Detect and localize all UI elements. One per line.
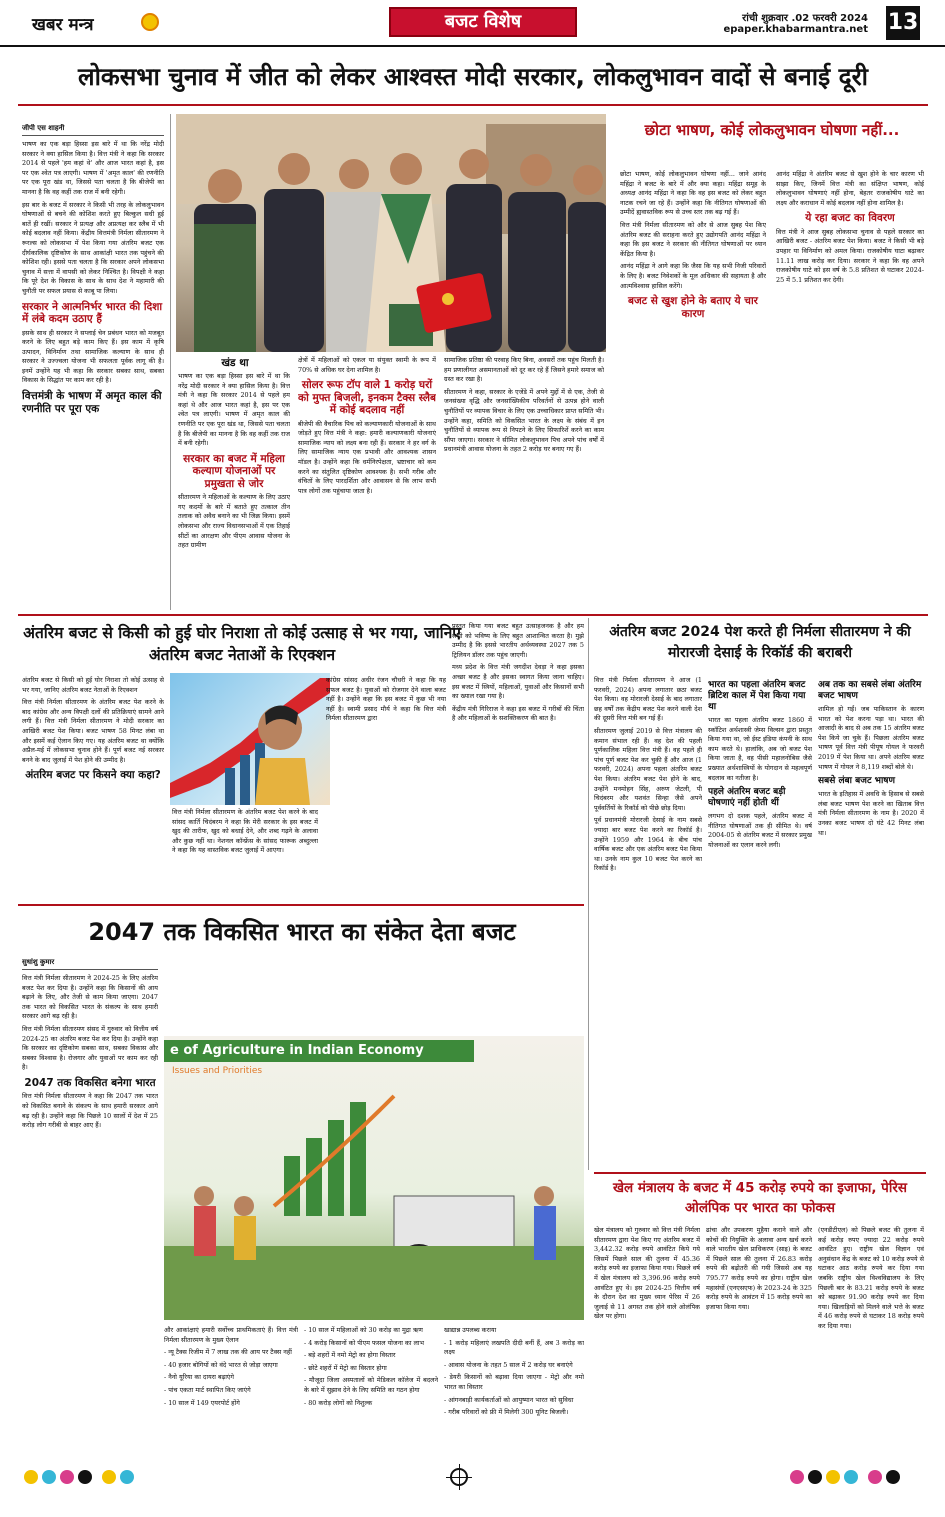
subheading: 2047 तक विकसित बनेगा भारत <box>24 1076 156 1089</box>
sidebar-col-2 <box>776 170 924 610</box>
reaction-col-1 <box>22 676 164 902</box>
list-item: - 80 करोड़ लोगों को निशुल्क <box>304 1398 373 1407</box>
agriculture-image <box>164 1036 584 1320</box>
list-item: - न्यू टैक्स रिजीम में 7 लाख तक की आय पर टैक्स नहीं <box>164 1348 292 1357</box>
sports-headline: खेल मंत्रालय के बजट में 45 करोड़ रुपये का इजाफा, पेरिस ओलंपिक पर भारत का फोकस <box>613 1180 907 1216</box>
record-col-3 <box>818 676 924 1170</box>
paragraph: शामिल हो गईं। जब पाकिस्तान के कारण भारत को पेश करना पड़ा था। भारत की आजादी के बाद से अब तक 15 अंतरिम बजट पेश किये जा चुके हैं। पिछला अंतरिम बजट भाषण पूर्व वित्त मंत्री पीयूष गोयल ने फरवरी 2019 में पेश किया था। अपने अंतरिम बजट भाषण में गोयल ने 8,119 शब्दों बोले थे। <box>818 705 924 771</box>
list-item: - आंगनबाड़ी कार्यकर्ताओं को आयुष्मान भारत को सुविधा <box>444 1395 574 1404</box>
paragraph: वित्त मंत्री निर्मला सीतारमण ने आज (1 फरवरी, 2024) अपना लगातार छठा बजट पेश किया। वह मोरारजी देसाई के बाद लगातार छह वर्षों तक केंद्रीय बजट पेश करने वाली देश की दूसरी वित्त मंत्री बन गई हैं। <box>594 676 702 723</box>
paragraph: मध्य प्रदेश के वित्त मंत्री जगदीश देवड़ा ने कहा इसका अच्छा बजट है और इसका स्वागत किया जाना चाहिए। इस बजट में स्त्रियों, महिलाओं, युवाओं और किसानों सभी का ख्याल रखा गया है। <box>452 663 584 701</box>
paragraph: और आकांक्षाएं हमारी सर्वोच्च प्राथमिकताएं हैं। वित्त मंत्री निर्मला सीतारमण के मुख्य ऐलान <box>164 1326 298 1344</box>
record-col-2 <box>708 676 812 1170</box>
paragraph: वित्त मंत्री निर्मला सीतारमण को और से आज सुबह पेश किए अंतरिम बजट की सराहना करते हुए उद्योगपति आनंद महिंद्रा ने कहा कि इस बजट ने सरकार की नीतिगत घोषणाओं पर ध्यान केंद्रित किया है। <box>620 220 766 258</box>
list-item: - डेयरी किसानों को बढ़ावा दिया जाएगा - मेट्रो और नमो भारत का विस्तार <box>444 1373 584 1391</box>
subheading: ये रहा बजट का विवरण <box>805 212 895 225</box>
paragraph: अंतरिम बजट से किसी को हुई घोर निराशा तो कोई उत्साह से भर गया, जानिए अंतरिम बजट नेताओं के रिएक्शन <box>22 676 164 694</box>
registration-dots-right <box>790 1470 920 1486</box>
paragraph: आनंद महिंद्रा ने आगे कहा कि जैसा कि यह सभी निजी परिवारों के लिए है। बजट निवेशकों के मूल अधिकार की सहायता है और आत्मविश्वास हासिल करेंगे। <box>620 262 766 290</box>
agriculture-image-subtitle: Issues and Priorities <box>172 1066 263 1076</box>
vision-col-4 <box>444 1326 584 1420</box>
paragraph: बीजेपी की वैचारिक पिच को कल्याणकारी योजनाओं के साथ जोड़ते हुए वित्त मंत्री ने कहा: हमारी कल्याणकारी योजनाएं सामाजिक न्याय को लक्ष्य बना रही हैं। सरकार ने हर वर्ग के लिए सामाजिक न्याय एक प्रभावी और आवश्यक शासन मॉडल है। उन्होंने कहा कि धर्मनिरपेक्षता, भ्रष्टाचार को कम करने का संतुलित दृष्टिकोण आवश्यक है। सभी गरीब और वंचितों के लिए पारदर्शिता और आवासन से कि लाभ सभी पात्र लोगों तक पहुंचाया जाता है। <box>298 419 436 495</box>
paragraph: सीतारमण ने महिलाओं के कल्याण के लिए उठाए गए कदमों के बारे में बताते हुए तत्काल तीन तलाक को अवैध बनाने का भी जिक्र किया। इसमें लोकसभा और राज्य विधानसभाओं में एक तिहाई सीटों का आरक्षण और पीएम आवास योजना के तहत ग्रामीण <box>178 493 290 550</box>
subheading: अंतरिम बजट पर किसने क्या कहा? <box>25 769 161 782</box>
date-line: रांची शुक्रवार .02 फरवरी 2024 <box>742 13 868 24</box>
main-col-4 <box>444 356 604 610</box>
paragraph: इसके साथ ही सरकार ने सप्लाई चेन प्रबंधन भारत को मजबूत करने के लिए बहुत बड़े काम किए हैं। इस काम में कृषि उत्पादन, विनिर्माण तथा सामाजिक कल्याण के साथ ही सरकार ने उज्ज्वला योजना भी सफलता पूर्वक लागू की है। इनमें उन्होंने यह भी कहा कि सरकार सबका साथ, सबका विकास के सिद्धांत पर काम कर रही है। <box>22 328 164 385</box>
byline: सुधांशु कुमार <box>22 958 158 970</box>
paragraph: इस बार के बजट में सरकार ने किसी भी तरह के लोकलुभावन घोषणाओं से बचने की कोशिश करते हुए बिल्कुल सधी हुई बातें ही रखीं। सरकार ने प्रत्यक्ष और अप्रत्यक्ष कर स्लैब में भी कोई बदलाव नहीं किया। केंद्रीय वित्तमंत्री निर्मला सीतारमण ने रूरल्स को लोकसभा में पेश किया गया अंतरिम बजट एक दीर्घकालिक दृष्टिकोण के साथ आकांक्षी भारत तक पहुंचने की कोशिश रही। इससे पता चलता है कि सरकार अपने लोकसभा चुनाव में सत्ता में वापसी को लेकर निश्चित है। विपक्षी ने कहा कि पूरे देश के विकास के साथ के साथ देश ने महामारी की चुनौती पर सफल प्रयास से काबू पा लिया। <box>22 200 164 295</box>
list-item: - गरीब परिवारों को फ्री में मिलेगी 300 यूनिट बिजली। <box>444 1408 569 1417</box>
sports-col-2 <box>706 1226 812 1420</box>
brand-emblem-icon <box>141 13 159 31</box>
vision-headline: 2047 तक विकसित भारत का संकेत देता बजट <box>88 918 516 946</box>
section-banner: बजट विशेष <box>389 7 577 37</box>
list-item: - छोटे शहरों में मेट्रो का विस्तार होगा <box>304 1363 387 1372</box>
list-item: - बड़े शहरों में नमो मेट्रो का होगा विस्तार <box>304 1351 396 1360</box>
vision-col-2 <box>164 1326 298 1420</box>
subheading: सरकार का बजट में महिला कल्याण योजनाओं पर प्रमुखता से जोर <box>183 452 285 490</box>
masthead <box>0 0 945 47</box>
paragraph: सीतारमण ने कहा, सरकार के एजेंडे में अपने मुद्दों में से एक, तेजी से जनसंख्या वृद्धि और जनसांख्यिकीय परिवर्तनों से उत्पन्न होने वाली चुनौतियों पर व्यापक विचार के लिए एक उच्चाधिकार प्राप्त समिति भी। उन्होंने कहा, समिति को विकसित भारत के लक्ष्य के संबंध में इन चुनौतियों से व्यापक रूप से निपटने के लिए सिफारिशें करने का काम सौंपा जाएगा। सरकार ने सीमित लोकलुभावन पिच अपने पांच वर्षों में प्रधानमंत्री आवास योजना के तहत 2 करोड़ घर बनाए गए हैं। <box>444 387 604 454</box>
record-col-1 <box>594 676 702 1170</box>
sidebar-head: छोटा भाषण, कोई लोकलुभावन घोषणा नहीं... <box>644 121 900 139</box>
subheading: भारत का पहला अंतरिम बजट ब्रिटिश काल में पेश किया गया था <box>708 680 806 712</box>
paragraph: वित्त मंत्री निर्मला सीतारमण संसद में गुरुवार को वित्तीय वर्ष 2024-25 का अंतरिम बजट पेश कर दिया है। उन्होंने कहा कि सरकार का दृष्टिकोण सबका साथ, सबका विकास और सबका विश्वास है। रोजगार और युवाओं पर काम कर रही है। <box>22 1024 158 1072</box>
byline: जीपी एस शाहनी <box>22 124 164 136</box>
list-item: - मौजूदा जिला अस्पतालों को मेडिकल कॉलेज में बदलने के बारे में सुझाव देने के लिए समिति का गठन होगा <box>304 1376 438 1394</box>
sports-col-3 <box>818 1226 924 1420</box>
budget-team-photo <box>176 114 606 352</box>
main-col-2 <box>178 372 290 610</box>
paragraph: वित्त मंत्री निर्मला सीतारमण ने कहा कि 2047 तक भारत को विकसित बनाने के संकल्प के साथ हमारी सरकार आगे बढ़ रही है। उन्होंने कहा कि पिछले 10 सालों में देश में 25 करोड़ लोग गरीबी से बाहर आए हैं। <box>22 1092 158 1130</box>
paragraph: क्षेत्रों में महिलाओं को एकल या संयुक्त स्वामी के रूप में 70% से अधिक घर देना शामिल है। <box>298 356 436 374</box>
paragraph: भाषण का एक बड़ा हिस्सा इस बारे में था कि नरेंद्र मोदी सरकार ने क्या हासिल किया है। वित्त मंत्री ने कहा कि सरकार 2014 से पहले हम कहां थे और आज भारत कहां है, इस पर एक श्वेत पत्र लाएगी। भाषण में अमृत काल की रणनीति पर एक पूरा खंड था, जिससे पता चलता है कि बीजेपी का मानना है कि वह कहीं तक राज में बनी रहेगी। <box>178 372 290 448</box>
list-item: - 10 साल में 149 एयरपोर्ट होंगे <box>164 1398 240 1407</box>
paragraph: भारत का पहला अंतरिम बजट 1860 में स्कॉटिश अर्थशास्त्री जेम्स विल्सन द्वारा प्रस्तुत किया गया था, जो ईस्ट इंडिया कंपनी के साथ काम करते थे। हालांकि, अब जो बजट पेश किया जाता है, वह पीसी महालनोबिस जैसे प्रख्यात अर्थशास्त्रियों के योगदान से महत्वपूर्ण बदलाव का नतीजा है। <box>708 716 812 782</box>
epaper-url[interactable]: epaper.khabarmantra.net <box>723 24 868 35</box>
list-item: - 40 हजार बोगियों को वंदे भारत से जोड़ा जाएगा <box>164 1360 278 1369</box>
agriculture-image-title: e of Agriculture in Indian Economy <box>164 1040 474 1062</box>
list-item: - नैनो यूरिया का दायरा बढ़ाएंगे <box>164 1373 235 1382</box>
list-item: - 10 साल में महिलाओं को 30 करोड़ का मुद्रा ऋण <box>304 1326 423 1334</box>
subheading: सोलर रूफ टॉप वाले 1 करोड़ घरों को मुफ्त बिजली, इनकम टैक्स स्लैब में कोई बदलाव नहीं <box>298 379 436 417</box>
record-headline: अंतरिम बजट 2024 पेश करते ही निर्मला सीतारमण ने की मोरारजी देसाई के रिकॉर्ड की बराबरी <box>609 624 911 661</box>
paragraph: (एनडीटीएल) को पिछले बजट की तुलना में कई करोड़ रुपए ज्यादा 22 करोड़ रुपये आवंटित हुए। राष्ट्रीय खेल विज्ञान एवं अनुसंधान केंद्र के बजट को 10 करोड़ रुपये से घटाकर आठ करोड़ रुपये कर दिया गया जबकि राष्ट्रीय खेल विश्वविद्यालय के लिए पिछली बार के 83.21 करोड़ रुपये के बजट को बढ़ाकर 91.90 करोड़ रुपये कर दिया गया। खिलाड़ियों को मिलने वाले भत्ते के बजट में 46 करोड़ रुपये से घटाकर 18 करोड़ रुपये कर दिया गया। <box>818 1226 924 1330</box>
photo-caption: खंड था <box>221 357 249 369</box>
reaction-col-2 <box>172 808 318 900</box>
paragraph: खेल मंत्रालय को गुरुवार को वित्त मंत्री निर्मला सीतारमण द्वारा पेश किए गए अंतरिम बजट में 3,442.32 करोड़ रुपये आवंटित किये गये जिसमें पिछले साल की तुलना में 45.36 करोड़ रुपये का इजाफा किया गया। पिछले वर्ष में खेल मंत्रालय को 3,396.96 करोड़ रुपये आवंटित हुए थे। इस 2024-25 वित्तीय वर्ष के दौरान देश का मुख्य ध्यान पेरिस में 26 जुलाई से 11 अगस्त तक होने वाले ओलंपिक खेल पर होगा। <box>594 1226 700 1321</box>
paragraph: लगभग दो दशक पहले, अंतरिम बजट में नीतिगत घोषणाओं तक ही सीमित थे। वर्ष 2004-05 से अंतरिम बजट में सरकार प्रमुख योजनाओं का एलान करने लगी। <box>708 812 812 849</box>
list-item: - पांच एकता मार्ट स्थापित किए जाएंगे <box>164 1385 251 1394</box>
reaction-illustration <box>170 673 330 805</box>
sidebar-col-1 <box>620 170 766 610</box>
paragraph: ढांचा और उपकरण मुहैया कराने वाले और कोचों की नियुक्ति के अलावा अन्य खर्च करने वाले भारतीय खेल प्राधिकरण (साइ) के बजट में पिछले साल की तुलना में 26.83 करोड़ रुपये की बढ़ोतरी की गयी जिससे अब यह 795.77 करोड़ रुपये का होगा। राष्ट्रीय खेल महासंघों (एनएसएफ) के 2023-24 के 325 करोड़ रुपये के आवंटन में 15 करोड़ रुपये का इजाफा किया गया। <box>706 1226 812 1311</box>
list-item: - 4 करोड़ किसानों को पीएम फसल योजना का लाभ <box>304 1338 424 1347</box>
vision-col-3 <box>304 1326 438 1420</box>
group-photo-illustration <box>176 114 606 352</box>
paragraph: छोटा भाषण, कोई लोकलुभावन घोषणा नहीं... जाने आनंद महिंद्रा ने बजट के बारे में और क्या कहा। महिंद्रा समूह के अध्यक्ष आनंद महिंद्रा ने कहा कि वह इस बजट को लेकर बहुत नाटक रचने जा रहे हैं। उन्होंने कहा कि नीतिगत घोषणाओं की उम्मीदें ह्यवास्तविक रूप से उच्च स्तर तक बढ़ गई हैं। <box>620 170 766 217</box>
paragraph: सीतारमण जुलाई 2019 से वित्त मंत्रालय की कमान संभाल रही हैं। वह देश की पहली पूर्णकालिक महिला वित्त मंत्री हैं। वह पहले ही पांच पूर्ण बजट पेश कर चुकी हैं और आज (1 फरवरी, 2024) अपना पहला अंतरिम बजट पेश किया। अंतरिम बजट पेश होने के बाद, उन्होंने मनमोहन सिंह, अरुण जेटली, पी चिदंबरम और यशवंत सिन्हा जैसे अपने पूर्ववर्तियों के रिकॉर्ड को पीछे छोड़ दिया। <box>594 726 702 812</box>
list-item: - 1 करोड़ महिलाएं लखपति दीदी बनीं हैं, अब 3 करोड़ का लक्ष्य <box>444 1338 584 1357</box>
subheading: वित्तमंत्री के भाषण में अमृत काल की रणनीति पर पूरा एक <box>22 390 162 415</box>
paragraph: केंद्रीय मंत्री गिरिराज ने कहा इस बजट में गरीबों की चिंता है और महिलाओं के सशक्तिकरण की बात है। <box>452 704 584 723</box>
reaction-headline: अंतरिम बजट से किसी को हुई घोर निराशा तो कोई उत्साह से भर गया, जानिए अंतरिम बजट नेताओं के रिएक्शन <box>23 624 461 664</box>
brand-logo: खबर मन्त्र <box>32 15 94 35</box>
reaction-col-3 <box>326 676 446 900</box>
paragraph: वित्त मंत्री ने आज सुबह लोकसभा चुनाव से पहले सरकार का आखिरी बजट - अंतरिम बजट पेश किया। बजट ने किसी भी बड़े उपहार या विनिर्माण को अमल किया। राजकोषीय घाटा बढ़ाकर 11.11 लाख करोड़ कर दिया। सरकार ने कहा कि वह अपने राजकोषीय घाटे को इस वर्ष के 5.8 प्रतिशत से घटाकर 2024-25 में 5.1 प्रतिशत कर देगी। <box>776 227 924 284</box>
paragraph: भाषण का एक बड़ा हिस्सा इस बारे में था कि नरेंद्र मोदी सरकार ने क्या हासिल किया है। वित्त मंत्री ने कहा कि सरकार 2014 से पहले 'हम कहां थे' और आज भारत कहां है, इस पर एक श्वेत पत्र लाएगी। भाषण में 'अमृत काल' की रणनीति पर एक पूरा खंड था, जिससे पता चलता है कि बीजेपी का मानना है कि वह कहीं तक राज में बनी रहेगी। <box>22 140 164 196</box>
paragraph: आनंद महिंद्रा ने अंतरिम बजट से खुश होने के चार कारण भी साझा किए, जिनमें वित्त मंत्री का संक्षिप्त भाषण, कोई लोकलुभावन घोषणाएं नहीं होना, बेहतर राजकोषीय घाटे का लक्ष्य और कराधान में कोई बदलाव नहीं होना शामिल है। <box>776 170 924 207</box>
main-col-3 <box>298 356 436 610</box>
subheading: बजट से खुश होने के बताए ये चार कारण <box>628 295 758 320</box>
list-item: - आवास योजना के तहत 5 साल में 2 करोड़ घर बनाएंगे <box>444 1360 573 1369</box>
paragraph: कांग्रेस सांसद अधीर रंजन चौधरी ने कहा कि यह सफल बजट है। युवाओं को रोजगार देने वाला बजट नहीं है। उन्होंने कहा कि इस बजट में कुछ भी नया नहीं है। स्वामी प्रसाद मौर्य ने कहा कि वित्त मंत्री निर्मला सीतारमण द्वारा <box>326 676 446 723</box>
registration-dots-left <box>24 1470 154 1486</box>
main-col-1 <box>22 124 164 610</box>
subheading: सरकार ने आत्मनिर्भर भारत की दिशा में लंबे कदम उठाए हैं <box>22 300 163 325</box>
paragraph: वित्त मंत्री निर्मला सीतारमण के अंतरिम बजट पेश करने के बाद कांग्रेस और अन्य विपक्षी दलों की प्रतिक्रियाएं सामने आने लगी हैं। वित्त मंत्री निर्मला सीतारमण ने मोदी सरकार का आखिरी बजट पेश किया। बजट भाषण 58 मिनट लंबा था और इसमें कई ऐलान किए गए। यह अंतरिम बजट था क्योंकि अप्रैल-मई में लोकसभा चुनाव होने हैं। पूर्ण बजट नई सरकार बनने के बाद जुलाई में पेश होने की उम्मीद है। <box>22 698 164 764</box>
vision-col-1 <box>22 958 158 1418</box>
sports-col-1 <box>594 1226 700 1420</box>
subheading: अब तक का सबसे लंबा अंतरिम बजट भाषण <box>818 680 922 701</box>
list-item: खाद्यान्न उपलब्ध कराया <box>444 1326 497 1334</box>
paragraph: पूर्व प्रधानमंत्री मोरारजी देसाई के नाम सबसे ज्यादा बार बजट पेश करने का रिकॉर्ड है। उन्होंने 1959 और 1964 के बीच पांच वार्षिक बजट और एक अंतरिम बजट पेश किया था। उनके नाम कुल 10 बजट पेश करने का रिकॉर्ड है। <box>594 816 702 873</box>
paragraph: भारत के इतिहास में अवधि के हिसाब से सबसे लंबा बजट भाषण पेश करने का खिताब वित्त मंत्री निर्मला सीतारमण के नाम है। 2020 में उनका बजट भाषण दो घंटे 42 मिनट लंबा था। <box>818 790 924 837</box>
reaction-col-4 <box>452 622 584 900</box>
paragraph: प्रस्तुत किया गया बजट बहुत उत्साहजनक है और हम सभी को भविष्य के लिए बहुत आशान्वित करता है। मुझे उम्मीद है कि इससे भारतीय अर्थव्यवस्था 2027 तक 5 ट्रिलियन डॉलर तक पहुंच जाएगी। <box>452 622 584 659</box>
subheading: सबसे लंबा बजट भाषण <box>818 776 895 787</box>
subheading: पहले अंतरिम बजट बड़ी घोषणाएं नहीं होती थीं <box>708 787 786 809</box>
page-number: 13 <box>886 6 920 40</box>
paragraph: सामाजिक प्रतिष्ठा की परवाह किए बिना, अवसरों तक पहुंच मिलती है। हम प्रणालीगत असमानताओं को दूर कर रहे हैं जिसने हमारे समाज को ग्रस्त कर रखा है। <box>444 356 604 384</box>
footer-bar <box>0 1440 945 1517</box>
paragraph: वित्त मंत्री निर्मला सीतारमण के अंतरिम बजट पेश करने के बाद सांसद कार्ति चिदंबरम ने कहा कि मेरी सरकार के इस बजट में खुद की तारीफ, खुद को बधाई देने, और शब्द गढ़ने के अलावा और कुछ नहीं था। नेशनल कॉन्फ्रेंस के सांसद फारूक अब्दुल्ला ने कहा कि यह वास्तविक बजट जुलाई में आएगा। <box>172 808 318 855</box>
main-headline: लोकसभा चुनाव में जीत को लेकर आश्वस्त मोदी सरकार, लोकलुभावन वादों से बनाई दूरी <box>77 62 869 91</box>
paragraph: वित्त मंत्री निर्मला सीतारमण ने 2024-25 के लिए अंतरिम बजट पेश कर दिया है। उन्होंने कहा कि किसानों की आय बढ़ाने के लिए, और तेजी से काम किया जाएगा। 2047 तक भारत को विकसित भारत के संकल्प के साथ हमारी सरकार आगे बढ़ रही है। <box>22 974 158 1021</box>
